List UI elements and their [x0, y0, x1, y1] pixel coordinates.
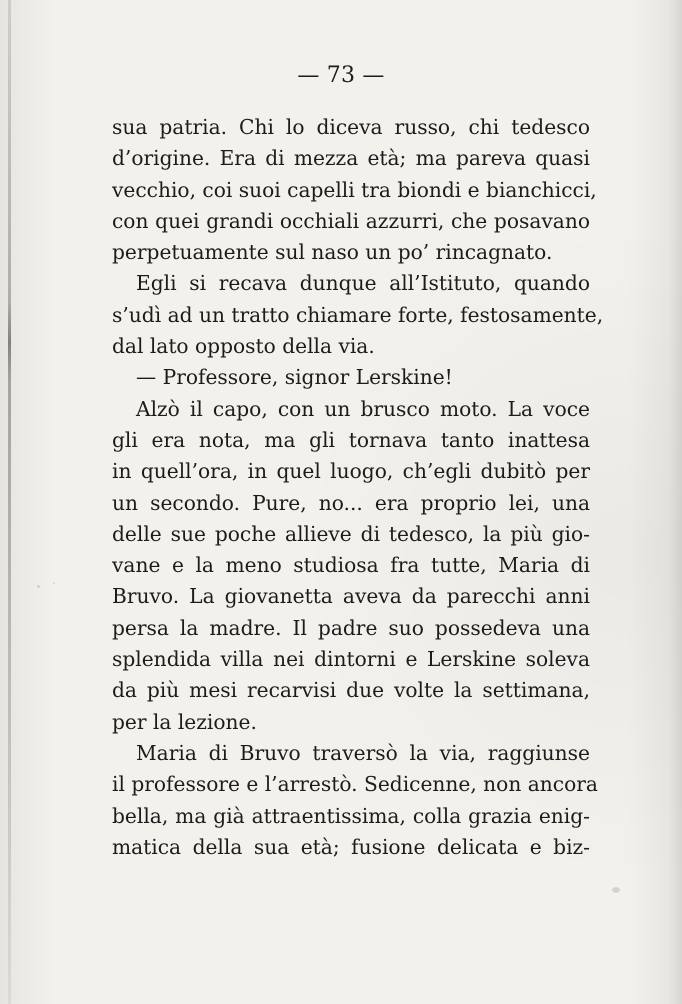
text-line-10: Alzò il capo, con un brusco moto. La voce: [136, 396, 590, 421]
text-line-3: vecchio, coi suoi capelli tra biondi e bianchicci,: [112, 177, 597, 202]
text-line-6: Egli si recava dunque all’Istituto, quando: [136, 271, 590, 296]
text-line-5: perpetuamente sul naso un po’ rincagnato.: [112, 240, 553, 265]
text-line-21: Maria di Bruvo traversò la via, raggiunse: [136, 740, 590, 765]
text-line-14: delle sue poche allieve di tedesco, la più gio-: [112, 521, 590, 546]
text-line-18: splendida villa nei dintorni e Lerskine soleva: [112, 647, 590, 672]
text-line-19: da più mesi recarvisi due volte la settimana,: [112, 678, 590, 703]
text-line-8: dal lato opposto della via.: [112, 334, 375, 359]
left-page-edge: [8, 0, 11, 1004]
text-line-1: sua patria. Chi lo diceva russo, chi tedesco: [112, 115, 590, 139]
text-line-4: con quei grandi occhiali azzurri, che posavano: [112, 208, 590, 233]
text-line-23: bella, ma già attraentissima, colla grazia enig-: [112, 803, 590, 828]
text-line-22: il professore e l’arrestò. Sedicenne, non ancora: [112, 772, 598, 797]
text-line-15: vane e la meno studiosa fra tutte, Maria di: [112, 553, 590, 578]
page-number-header: — 73 —: [297, 63, 385, 88]
text-line-20: per la lezione.: [112, 709, 257, 734]
text-line-16: Bruvo. La giovanetta aveva da parecchi anni: [112, 584, 590, 609]
text-line-13: un secondo. Pure, no... era proprio lei, una: [112, 490, 590, 515]
page-smudge: [612, 887, 620, 893]
text-line-24: matica della sua età; fusione delicata e biz-: [112, 834, 590, 859]
text-line-9: — Professore, signor Lerskine!: [136, 365, 453, 390]
text-line-12: in quell’ora, in quel luogo, ch’egli dubitò per: [112, 459, 590, 484]
page-smudge: [53, 582, 55, 584]
body-text: [112, 112, 604, 863]
text-line-7: s’udì ad un tratto chiamare forte, festosamente,: [112, 302, 604, 327]
right-page-edge: [668, 0, 682, 1004]
text-line-17: persa la madre. Il padre suo possedeva una: [112, 615, 590, 640]
text-line-11: gli era nota, ma gli tornava tanto inattesa: [112, 427, 590, 452]
text-line-2: d’origine. Era di mezza età; ma pareva quasi: [112, 146, 590, 171]
page-smudge: [37, 585, 40, 588]
